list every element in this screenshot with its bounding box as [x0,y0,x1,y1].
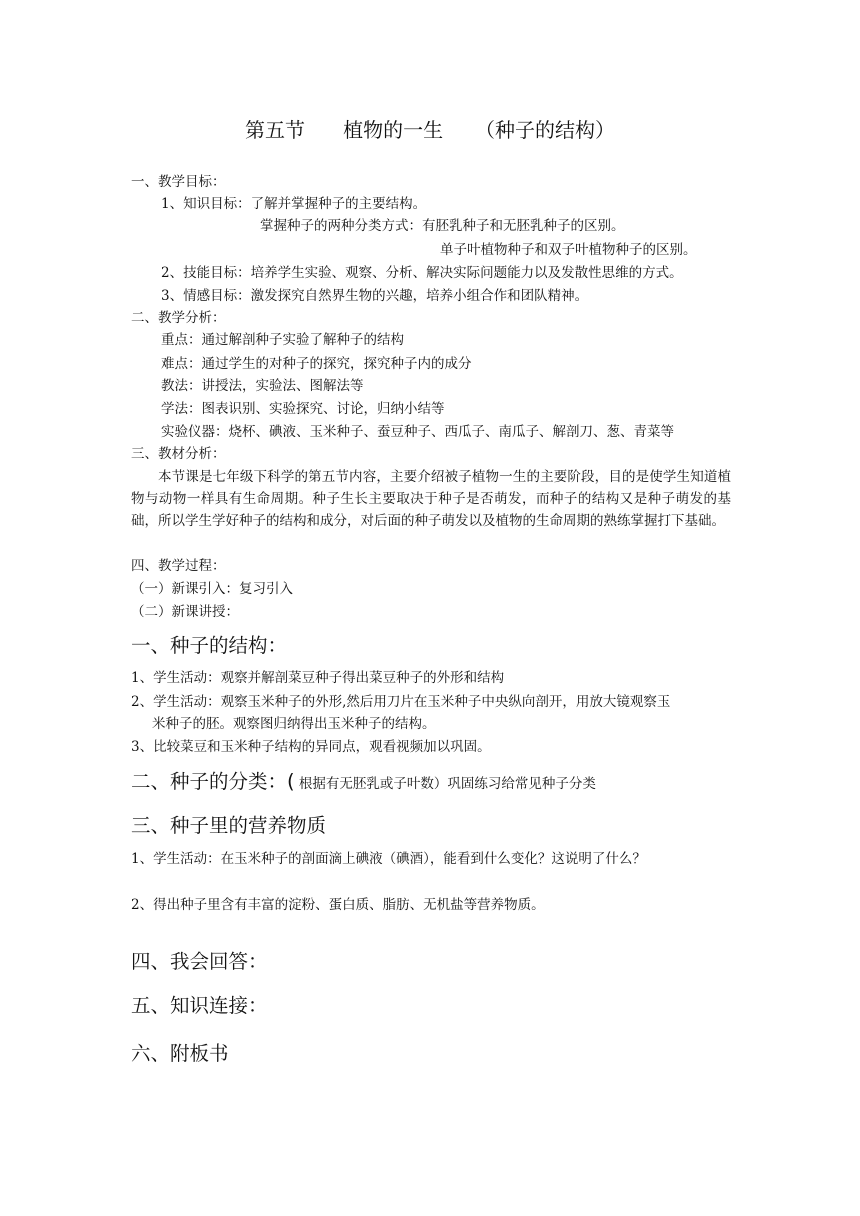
part-heading-connection: 五、知识连接： [131,994,268,1017]
text-line: 3、比较菜豆和玉米种子结构的异同点，观看视频加以巩固。 [131,739,491,755]
text-line: 掌握种子的两种分类方式：有胚乳种子和无胚乳种子的区别。 [260,218,625,234]
text-line: 学法：图表识别、实验探究、讨论，归纳小结等 [161,401,445,417]
document-title: 第五节 植物的一生 （种子的结构） [245,118,615,142]
materials-paragraph: 本节课是七年级下科学的第五节内容，主要介绍被子植物一生的主要阶段，目的是使学生知道植物与动物一样具有生命周期。种子生长主要取决于种子是否萌发，而种子的结构又是种子萌发的基础，所以学生学好种子的结构和成分，对后面的种子萌发以及植物的生命周期的熟练掌握打下基础。 [131,469,731,529]
part-heading-classification [131,768,596,798]
part-heading-structure: 一、种子的结构： [131,634,288,657]
text-line: 2、学生活动：观察玉米种子的外形,然后用刀片在玉米种子中央纵向剖开，用放大镜观察玉 [131,694,671,710]
part-heading-nutrients: 三、种子里的营养物质 [131,814,327,837]
part-heading-blackboard: 六、附板书 [131,1042,229,1065]
text-line: （二）新课讲授： [131,604,239,620]
section-heading-objectives: 一、教学目标： [131,174,226,190]
text-line: 实验仪器：烧杯、碘液、玉米种子、蚕豆种子、西瓜子、南瓜子、解剖刀、葱、青菜等 [161,424,674,440]
text-line: 1、学生活动：观察并解剖菜豆种子得出菜豆种子的外形和结构 [131,670,505,686]
text-line: 2、技能目标：培养学生实验、观察、分析、解决实际问题能力以及发散性思维的方式。 [161,265,683,281]
classification-note: 根据有无胚乳或子叶数）巩固练习给常见种子分类 [294,776,596,792]
section-heading-process: 四、教学过程： [131,558,226,574]
text-line: 1、学生活动：在玉米种子的剖面滴上碘液（碘酒），能看到什么变化？这说明了什么？ [131,851,646,867]
section-heading-analysis: 二、教学分析： [131,310,226,326]
text-line: 米种子的胚。观察图归纳得出玉米种子的结构。 [152,716,436,732]
part-heading-classification-title: 二、种子的分类：( [131,770,295,793]
text-line: 2、得出种子里含有丰富的淀粉、蛋白质、脂肪、无机盐等营养物质。 [131,897,545,913]
section-heading-materials: 三、教材分析： [131,446,226,462]
text-line: 难点：通过学生的对种子的探究，探究种子内的成分 [161,356,472,372]
text-line: 教法：讲授法，实验法、图解法等 [161,378,364,394]
text-line: 重点：通过解剖种子实验了解种子的结构 [161,332,404,348]
text-line: 单子叶植物种子和双子叶植物种子的区别。 [440,242,697,258]
text-line: 3、情感目标：激发探究自然界生物的兴趣，培养小组合作和团队精神。 [161,288,589,304]
text-line: （一）新课引入：复习引入 [131,581,293,597]
text-line: 1、知识目标：了解并掌握种子的主要结构。 [161,196,427,212]
part-heading-answer: 四、我会回答： [131,950,268,973]
